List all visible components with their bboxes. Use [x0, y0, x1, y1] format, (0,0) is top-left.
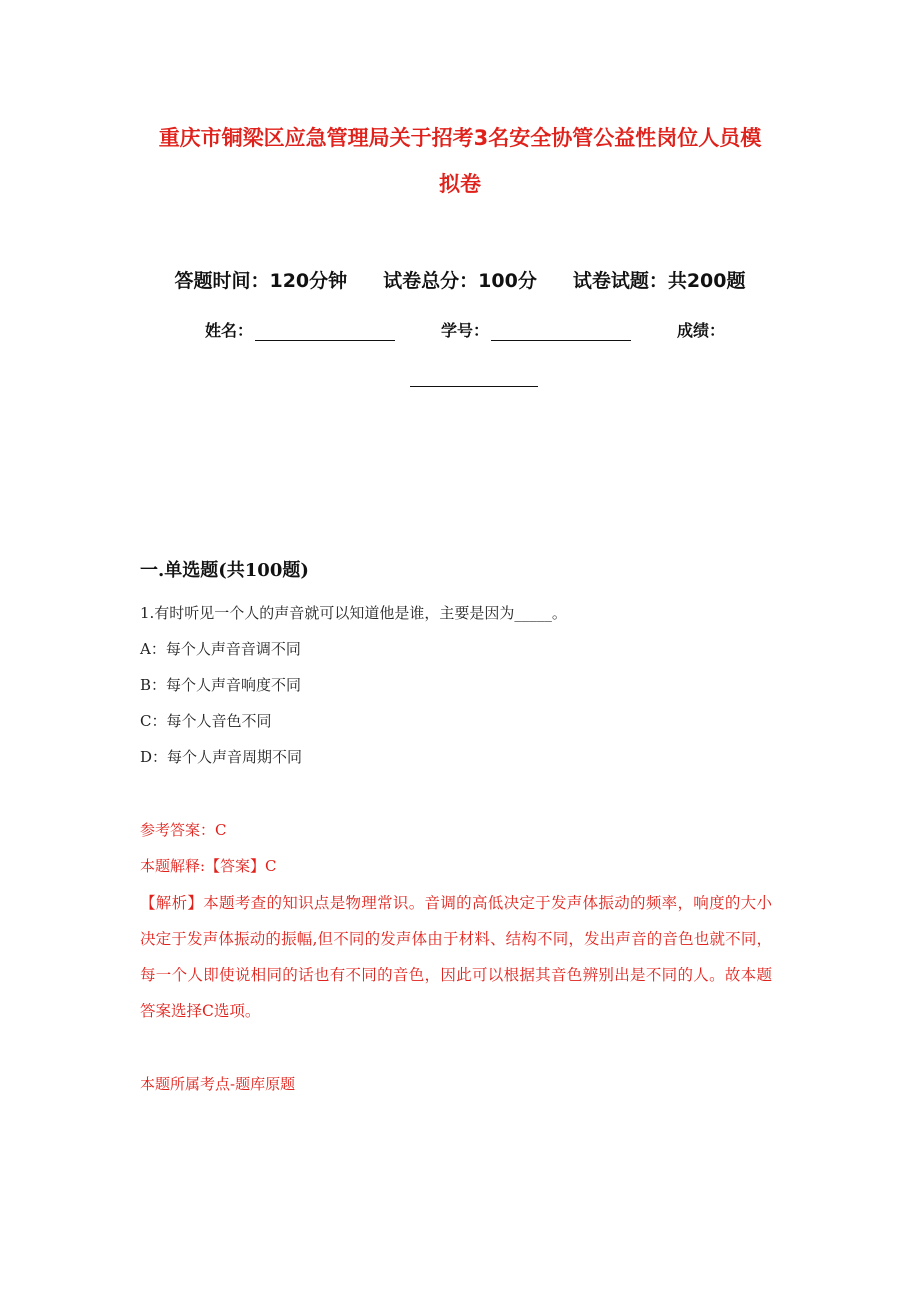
analysis-text: 【解析】本题考查的知识点是物理常识。音调的高低决定于发声体振动的频率，响度的大小决定于发声体振动的振幅,但不同的发声体由于材料、结构不同，发出声音的音色也就不同，每一个人即使说相同的话也有不同的音色，因此可以根据其音色辨别出是不同的人。故本题答案选择C选项。: [140, 894, 772, 1020]
exam-total-score: 试卷总分：100分: [383, 270, 537, 292]
exam-question-count: 试卷试题：共200题: [572, 270, 746, 292]
score-label: 成绩：: [677, 321, 726, 340]
explanation-label: 本题解释:【答案】C: [140, 857, 277, 875]
section-heading: 一.单选题(共100题): [140, 560, 309, 581]
reference-answer: 参考答案：C: [140, 821, 227, 839]
exam-time: 答题时间：120分钟: [174, 270, 348, 292]
topic-note: 本题所属考点-题库原题: [140, 1075, 296, 1093]
name-label: 姓名：: [205, 321, 254, 340]
option-d: D：每个人声音周期不同: [140, 748, 303, 766]
option-c: C：每个人音色不同: [140, 712, 272, 730]
exam-meta: [0, 266, 920, 293]
name-blank: [255, 324, 395, 341]
student-id-field: [441, 318, 631, 341]
option-a: A：每个人声音音调不同: [140, 640, 301, 658]
question-stem: 1.有时听见一个人的声音就可以知道他是谁，主要是因为_____。: [140, 604, 567, 622]
exam-title-line-2: 拟卷: [439, 172, 481, 196]
name-field: [205, 318, 395, 341]
score-field: [677, 318, 725, 341]
option-b: B：每个人声音响度不同: [140, 676, 302, 694]
student-id-label: 学号：: [441, 321, 490, 340]
student-id-blank: [491, 324, 631, 341]
score-blank: [410, 386, 538, 387]
student-fields: [205, 318, 725, 341]
exam-title-line-1: 重庆市铜梁区应急管理局关于招考3名安全协管公益性岗位人员模: [158, 126, 762, 150]
